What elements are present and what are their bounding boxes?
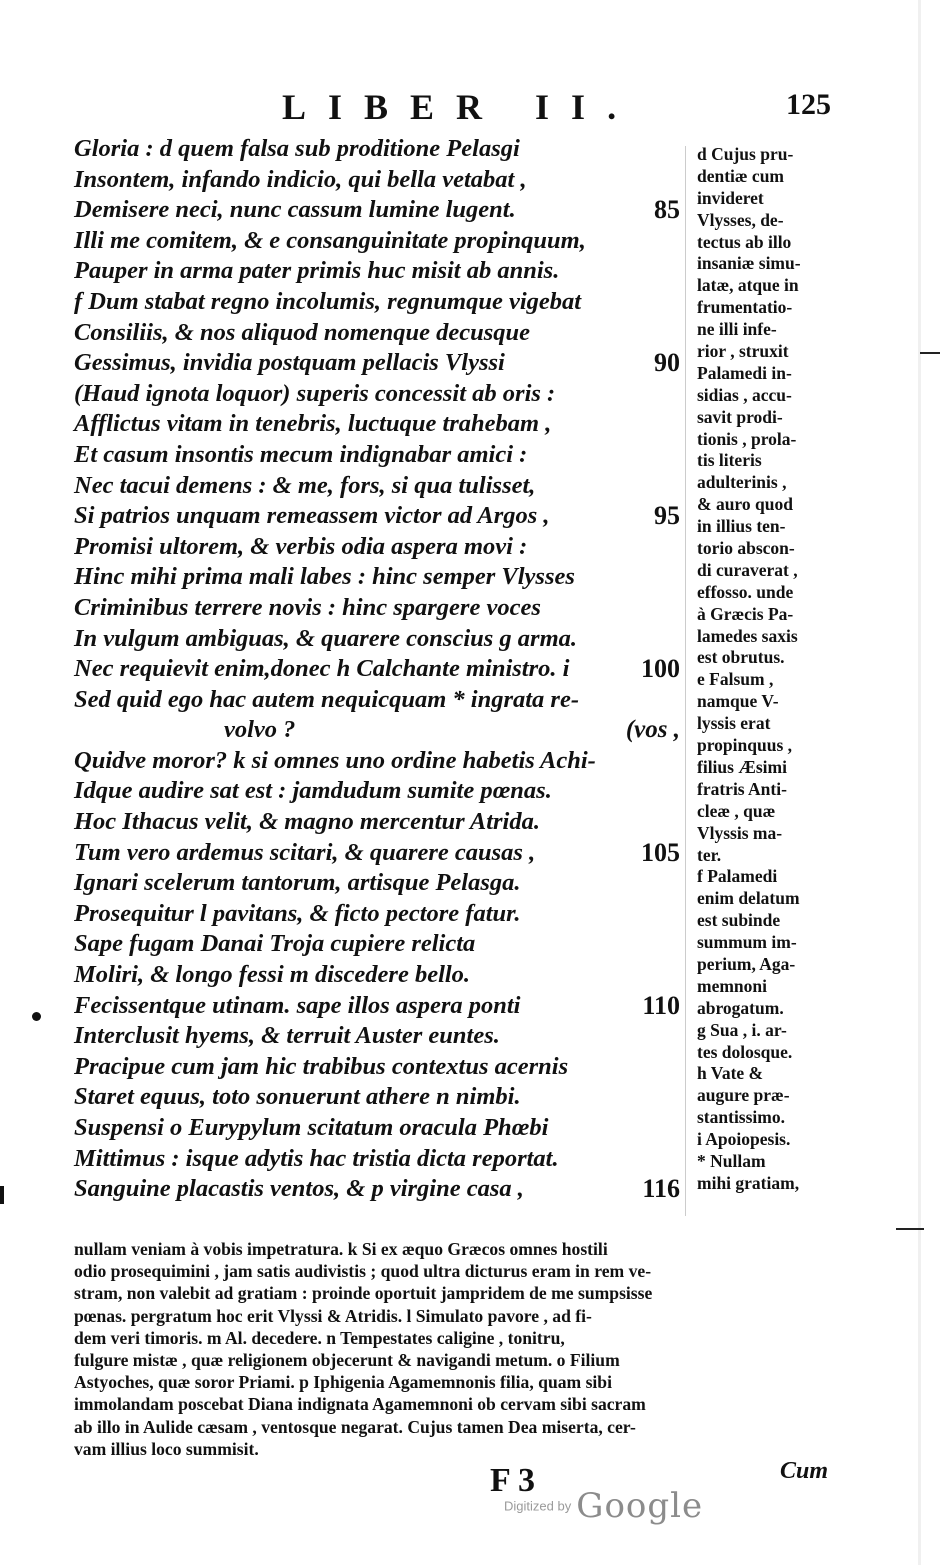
verse-text: Tum vero ardemus scitari, & quarere causas , — [74, 838, 536, 866]
verse-line — [74, 440, 686, 471]
verse-text: Interclusit hyems, & terruit Auster euntes. — [74, 1022, 500, 1050]
verse-line — [74, 654, 686, 685]
verse-line — [74, 226, 686, 257]
margin-note-line: est obrutus. — [697, 647, 785, 668]
margin-note-line: enim delatum — [697, 888, 800, 909]
verse-text: f Dum stabat regno incolumis, regnumque vigebat — [74, 287, 582, 315]
verse-line — [74, 1144, 686, 1175]
verse-text: Sanguine placastis ventos, & p virgine casa , — [74, 1175, 524, 1203]
verse-text: volvo ? — [224, 716, 296, 744]
verse-text: Fecissentque utinam. sape illos aspera ponti — [74, 991, 521, 1019]
verse-text: Mittimus : isque adytis hac tristia dicta reportat. — [74, 1144, 559, 1172]
footnote-line: odio prosequimini , jam satis audivistis ; quod ultra dicturus eram in rem ve- — [74, 1261, 652, 1282]
margin-note-line: latæ, atque in — [697, 275, 799, 296]
margin-note-line: insaniæ simu- — [697, 253, 801, 274]
verse-text: Gloria : d quem falsa sub proditione Pelasgi — [74, 135, 520, 162]
margin-note-line: lyssis erat — [697, 713, 771, 734]
margin-dash — [920, 352, 940, 354]
footnote-line: immolandam poscebat Diana indignata Agamemnoni ob cervam sibi sacram — [74, 1394, 646, 1415]
margin-note-line: rior , struxit — [697, 341, 789, 362]
margin-note-line: in illius ten- — [697, 516, 786, 537]
line-number: 105 — [641, 837, 680, 867]
verse-text: Afflictus vitam in tenebris, luctuque trahebam , — [74, 410, 552, 438]
catchword: Cum — [780, 1458, 829, 1484]
verse-line — [74, 1021, 686, 1052]
margin-note-line: effosso. unde — [697, 581, 794, 602]
verse-line — [74, 807, 686, 838]
verse-text: Prosequitur l pavitans, & ficto pectore fatur. — [74, 899, 521, 927]
verse-line — [74, 685, 686, 716]
margin-note-line: mihi gratiam, — [697, 1172, 800, 1193]
verse-text: Nec tacui demens : & me, fors, si qua tulisset, — [74, 471, 536, 499]
margin-note-line: frumentatio- — [697, 297, 793, 318]
margin-note-line: Vlysses, de- — [697, 209, 784, 230]
verse-line — [74, 929, 686, 960]
footnote-line: dem veri timoris. m Al. decedere. n Tempestates caligine , tonitru, — [74, 1327, 565, 1348]
margin-note-line: ter. — [697, 844, 722, 865]
verse-text: Moliri, & longo fessi m discedere bello. — [74, 961, 471, 989]
line-number: (vos , — [625, 716, 680, 744]
verse-text: Pracipue cum jam hic trabibus contextus acernis — [74, 1052, 569, 1080]
verse-text: Sed quid ego hac autem nequicquam * ingrata re- — [74, 685, 580, 713]
watermark-brand: Google — [576, 1486, 704, 1526]
margin-dash — [896, 1228, 924, 1230]
verse-line — [74, 318, 686, 349]
margin-note-line: savit prodi- — [697, 406, 783, 427]
line-number: 90 — [654, 348, 680, 378]
margin-note-line: invideret — [697, 187, 764, 208]
footnote-line: nullam veniam à vobis impetratura. k Si ex æquo Græcos omnes hostili — [74, 1239, 608, 1259]
margin-note-line: perium, Aga- — [697, 953, 796, 974]
line-number: 110 — [642, 990, 680, 1020]
verse-text: Hinc mihi prima mali labes : hinc semper Vlysses — [74, 563, 575, 591]
verse-line — [74, 715, 686, 746]
margin-note-line: propinquus , — [697, 735, 793, 756]
margin-note-line: lamedes saxis — [697, 625, 798, 646]
margin-note-line: summum im- — [697, 932, 797, 953]
verse-line — [74, 134, 686, 165]
verse-column — [74, 134, 686, 1205]
margin-note-line: torio abscon- — [697, 538, 795, 559]
verse-line — [74, 471, 686, 502]
verse-line — [74, 776, 686, 807]
verse-text: Consiliis, & nos aliquod nomenque decusque — [74, 318, 531, 346]
verse-text: Sape fugam Danai Troja cupiere relicta — [74, 930, 476, 958]
margin-note-line: est subinde — [697, 910, 781, 931]
margin-note-line: stantissimo. — [697, 1107, 785, 1128]
footnote-line: pœnas. pergratum hoc erit Vlyssi & Atridis. l Simulato pavore , ad fi- — [74, 1305, 592, 1326]
margin-note-line: memnoni — [697, 975, 767, 996]
footnote-line: ab illo in Aulide cæsam , ventosque negarat. Cujus tamen Dea miserta, cer- — [74, 1416, 636, 1437]
verse-text: (Haud ignota loquor) superis concessit ab oris : — [74, 379, 556, 407]
page-title: LIBER II. — [282, 87, 639, 127]
verse-line — [74, 379, 686, 410]
verse-line — [74, 868, 686, 899]
margin-note-line: Palamedi in- — [697, 362, 792, 383]
margin-note-line: * Nullam — [697, 1150, 766, 1171]
margin-bullet — [32, 1012, 41, 1021]
verse-text: Idque audire sat est : jamdudum sumite pœnas. — [74, 777, 552, 805]
margin-note-line: filius Æsimi — [697, 756, 787, 777]
margin-note-line: d Cujus pru- — [697, 144, 794, 164]
verse-text: In vulgum ambiguas, & quarere conscius g arma. — [74, 624, 578, 652]
margin-note-line: g Sua , i. ar- — [697, 1019, 787, 1040]
page-edge — [918, 0, 921, 1565]
footnote-line: vam illius loco summisit. — [74, 1438, 259, 1459]
verse-text: Ignari scelerum tantorum, artisque Pelasga. — [74, 869, 521, 897]
verse-text: Gessimus, invidia postquam pellacis Vlyssi — [74, 349, 505, 377]
verse-text: Insontem, infando indicio, qui bella vetabat , — [74, 165, 527, 193]
verse-line — [74, 409, 686, 440]
line-number: 85 — [654, 195, 680, 225]
footnote-line: stram, non valebit ad gratiam : proinde oportuit jampridem de me sumpsisse — [74, 1283, 653, 1304]
verse-line — [74, 256, 686, 287]
verse-line — [74, 899, 686, 930]
verse-line — [74, 1113, 686, 1144]
verse-line — [74, 960, 686, 991]
footnotes — [74, 1238, 840, 1460]
margin-note-line: namque V- — [697, 691, 779, 712]
margin-note-line: ne illi infe- — [697, 319, 777, 340]
footnote-line: Astyoches, quæ soror Priami. p Iphigenia Agamemnonis filia, quam sibi — [74, 1372, 612, 1393]
verse-text: Suspensi o Eurypylum scitatum oracula Phœbi — [74, 1114, 549, 1141]
margin-note-line: e Falsum , — [697, 669, 774, 690]
page-number: 125 — [786, 88, 831, 121]
edge-mark — [0, 1186, 4, 1204]
verse-text: Hoc Ithacus velit, & magno mercentur Atrida. — [74, 808, 540, 836]
line-number: 100 — [641, 654, 680, 684]
margin-note-line: tionis , prola- — [697, 428, 797, 449]
margin-note-line: & auro quod — [697, 494, 793, 515]
margin-note-line: sidias , accu- — [697, 384, 792, 405]
verse-line — [74, 287, 686, 318]
margin-note-line: cleæ , quæ — [697, 800, 776, 821]
verse-line — [74, 195, 686, 226]
verse-line — [74, 501, 686, 532]
verse-text: Demisere neci, nunc cassum lumine lugent. — [74, 196, 516, 224]
verse-line — [74, 624, 686, 655]
verse-line — [74, 348, 686, 379]
signature-mark: F 3 — [490, 1462, 536, 1499]
verse-line — [74, 532, 686, 563]
verse-line — [74, 562, 686, 593]
verse-line — [74, 746, 686, 777]
line-number: 95 — [654, 501, 680, 531]
margin-notes — [697, 144, 845, 1195]
footnote-line: fulgure mistæ , quæ religionem objecerunt & navigandi metum. o Filium — [74, 1349, 620, 1370]
running-header — [0, 86, 946, 126]
verse-line — [74, 991, 686, 1022]
margin-note-line: abrogatum. — [697, 997, 784, 1018]
verse-text: Illi me comitem, & e consanguinitate propinquum, — [74, 226, 586, 254]
verse-line — [74, 165, 686, 196]
margin-note-line: i Apoiopesis. — [697, 1129, 791, 1150]
margin-note-line: augure præ- — [697, 1085, 790, 1106]
verse-text: Staret equus, toto sonuerunt athere n nimbi. — [74, 1083, 521, 1111]
verse-text: Promisi ultorem, & verbis odia aspera movi : — [74, 532, 528, 560]
verse-line — [74, 1174, 686, 1205]
verse-line — [74, 1052, 686, 1083]
margin-note-line: fratris Anti- — [697, 778, 787, 799]
verse-line — [74, 593, 686, 624]
verse-line — [74, 1082, 686, 1113]
margin-note-line: tectus ab illo — [697, 231, 792, 252]
margin-note-line: Vlyssis ma- — [697, 822, 783, 843]
watermark-prefix: Digitized by — [504, 1498, 572, 1514]
line-number: 116 — [642, 1174, 680, 1204]
verse-text: Nec requievit enim,donec h Calchante ministro. i — [74, 655, 570, 683]
verse-line — [74, 838, 686, 869]
verse-text: Si patrios unquam remeassem victor ad Argos , — [74, 502, 550, 530]
verse-text: Et casum insontis mecum indignabar amici : — [74, 440, 528, 468]
margin-note-line: à Græcis Pa- — [697, 603, 794, 624]
margin-note-line: tes dolosque. — [697, 1041, 793, 1062]
margin-note-line: h Vate & — [697, 1063, 764, 1084]
verse-text: Pauper in arma pater primis huc misit ab annis. — [74, 257, 560, 285]
margin-note-line: dentiæ cum — [697, 165, 785, 186]
margin-note-line: adulterinis , — [697, 472, 787, 493]
margin-note-line: tis literis — [697, 450, 762, 471]
verse-text: Criminibus terrere novis : hinc spargere voces — [74, 593, 541, 621]
margin-note-line: di curaverat , — [697, 559, 798, 580]
verse-text: Quidve moror? k si omnes uno ordine habetis Achi- — [74, 746, 596, 774]
watermark — [504, 1486, 703, 1526]
margin-note-line: f Palamedi — [697, 866, 778, 887]
